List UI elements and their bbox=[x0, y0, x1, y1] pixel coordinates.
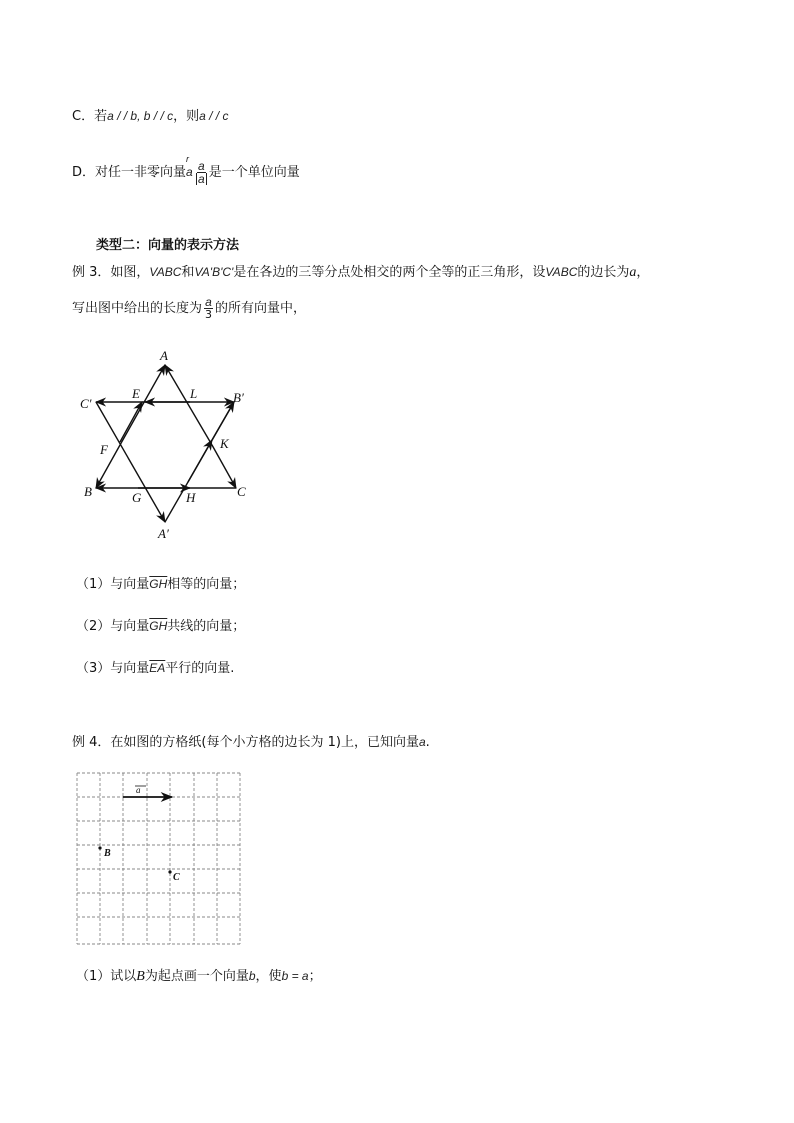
grid-figure bbox=[76, 772, 242, 946]
vector-a: r a bbox=[186, 154, 193, 179]
label-A-prime: A′ bbox=[158, 526, 169, 541]
label-E: E bbox=[132, 386, 140, 401]
grid-label-B: B bbox=[104, 848, 111, 859]
label-C: C bbox=[237, 484, 246, 499]
option-c: C．若a / / b, b / / c，则a / / c bbox=[72, 109, 229, 124]
fraction-a-over-3: $\frac{a}{3}$ bbox=[205, 295, 213, 321]
example3-line1: 例 3．如图，VABC和VA'B'C'是在各边的三等分点处相交的两个全等的正三角形，设VABC的边长为a， bbox=[72, 265, 650, 280]
label-C-prime: C′ bbox=[80, 396, 92, 411]
math-condition: a / / b, b / / c bbox=[107, 109, 174, 123]
option-d: D．对任一非零向量 r a $\frac{a}{a}$ 是一个单位向量 bbox=[72, 154, 300, 186]
vector-a: a bbox=[418, 735, 426, 749]
vector-b: b bbox=[248, 969, 256, 983]
vector-EA: $\overline{EA}$ bbox=[149, 661, 166, 675]
grid-label-C: C bbox=[173, 872, 180, 883]
label-B-prime: B′ bbox=[233, 390, 244, 405]
math-conclusion: a / / c bbox=[199, 109, 229, 123]
example4-line1: 例 4．在如图的方格纸(每个小方格的边长为 1)上，已知向量a. bbox=[72, 735, 430, 750]
example3-q1: （1）与向量$\overline{GH}$相等的向量； bbox=[76, 577, 246, 592]
label-F: F bbox=[100, 442, 108, 457]
example3-line2: 写出图中给出的长度为 $\frac{a}{3}$ 的所有向量中， bbox=[72, 295, 307, 321]
vector-GH: $\overline{GH}$ bbox=[149, 619, 168, 633]
vector-GH: $\overline{GH}$ bbox=[149, 577, 168, 591]
unit-vector-fraction: $\frac{a}{a}$ bbox=[198, 159, 205, 186]
example3-q3: （3）与向量$\overline{EA}$平行的向量. bbox=[76, 661, 235, 676]
point-C bbox=[168, 870, 171, 873]
label-A: A bbox=[160, 348, 168, 363]
example4-q1: （1）试以B为起点画一个向量b，使b = a； bbox=[76, 969, 322, 984]
point-B bbox=[98, 846, 101, 849]
equation-b-equals-a: b = a bbox=[281, 969, 309, 983]
example3-q2: （2）与向量$\overline{GH}$共线的向量； bbox=[76, 619, 246, 634]
label-G: G bbox=[132, 490, 142, 505]
label-B: B bbox=[84, 484, 92, 499]
section-title: 类型二：向量的表示方法 bbox=[96, 238, 240, 253]
label-H: H bbox=[186, 490, 196, 505]
grid-lines bbox=[77, 773, 240, 944]
label-L: L bbox=[190, 386, 198, 401]
grid-label-a: a bbox=[136, 785, 141, 795]
hexagram-figure bbox=[70, 340, 270, 550]
label-K: K bbox=[220, 436, 229, 451]
